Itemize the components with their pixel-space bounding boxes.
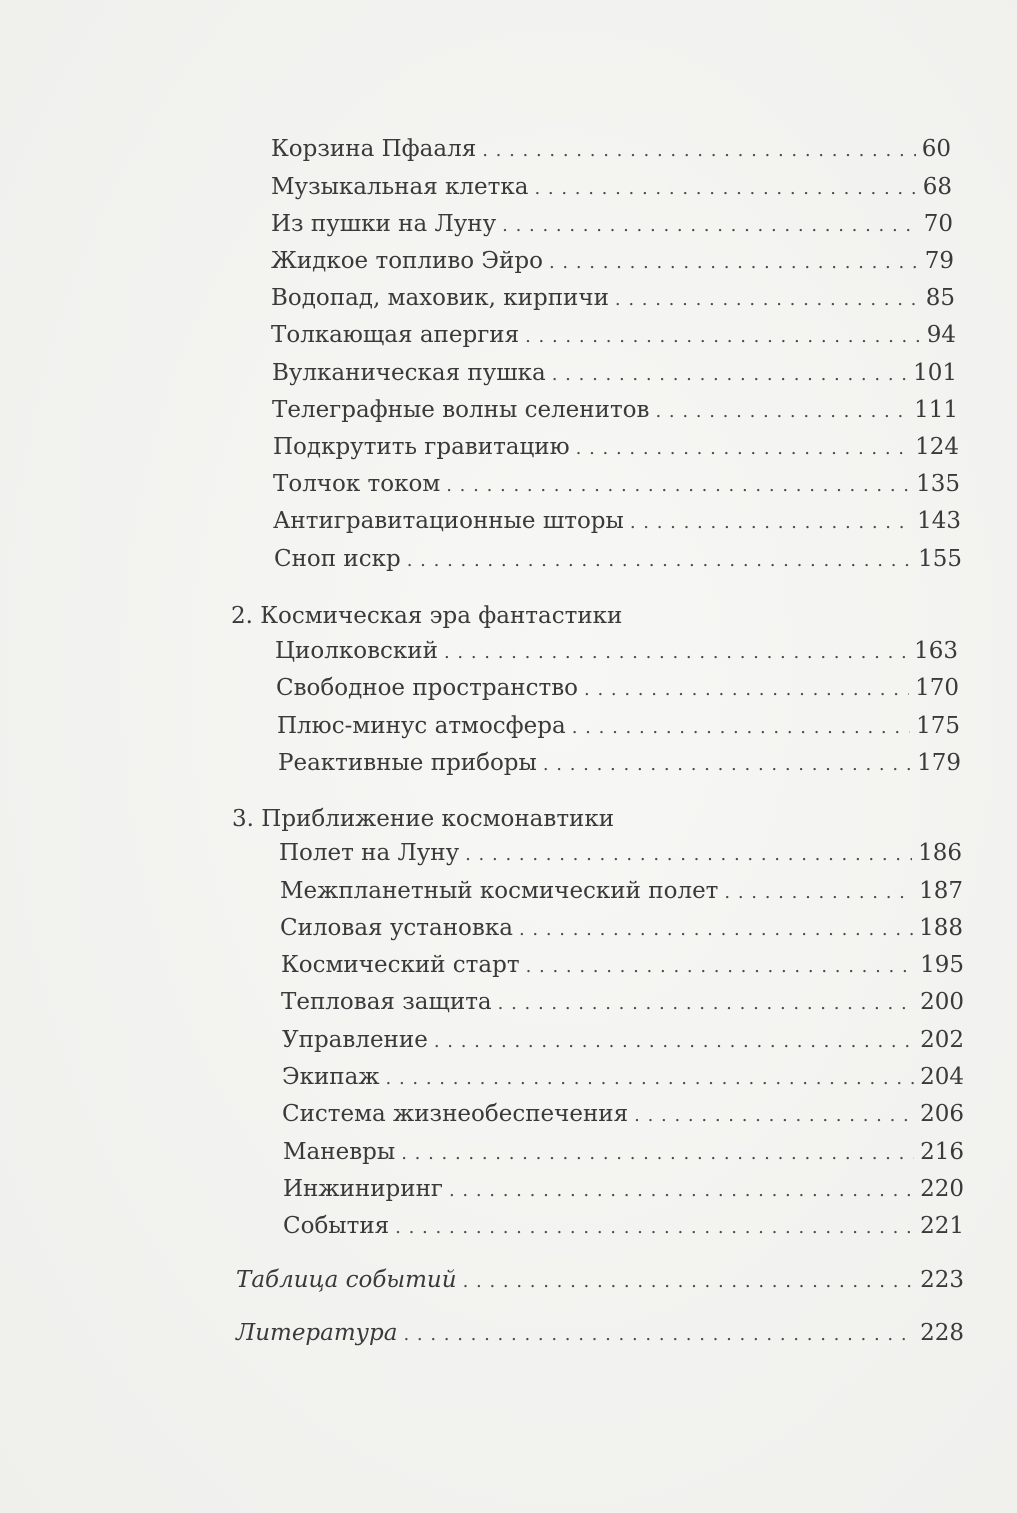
toc-entry-title: Циолковский — [275, 638, 438, 664]
toc-entry-page: 101 — [913, 360, 957, 386]
dot-leader — [519, 915, 913, 945]
toc-entry-title: Толкающая апергия — [271, 322, 520, 348]
toc-entry — [274, 544, 962, 574]
toc-entry — [282, 1062, 964, 1092]
toc-entry — [283, 1211, 964, 1241]
toc-entry-title: Жидкое топливо Эйро — [271, 248, 543, 274]
toc-entry-title: Система жизнеобеспечения — [282, 1101, 629, 1127]
toc-entry-page: 111 — [914, 397, 958, 423]
toc-entry — [280, 913, 963, 943]
section-heading: 3. Приближение космонавтики — [232, 806, 615, 832]
toc-entry — [271, 209, 953, 239]
toc-entry-page: 221 — [920, 1213, 964, 1239]
toc-entry-page: 186 — [918, 840, 962, 866]
toc-entry-title: Вулканическая пушка — [272, 360, 546, 386]
toc-entry-title: Экипаж — [282, 1064, 380, 1090]
toc-entry — [273, 432, 959, 462]
toc-entry-title: Антигравитационные шторы — [273, 508, 624, 534]
toc-entry-page: 200 — [920, 989, 964, 1015]
toc-entry-page: 220 — [920, 1176, 964, 1202]
toc-entry-page: 79 — [924, 248, 954, 274]
dot-leader — [630, 508, 911, 538]
toc-entry-title: Свободное пространство — [276, 675, 579, 701]
toc-entry-title: Управление — [282, 1027, 428, 1053]
dot-leader — [724, 878, 913, 908]
toc-entry-page: 204 — [920, 1064, 964, 1090]
toc-entry-page: 85 — [925, 285, 955, 311]
toc-entry-title: Плюс-минус атмосфера — [277, 713, 566, 739]
toc-entry-page: 187 — [919, 878, 963, 904]
dot-leader — [655, 397, 908, 427]
toc-entry — [272, 358, 957, 388]
toc-entry — [282, 1099, 964, 1129]
toc-entry-title: Таблица событий — [236, 1267, 457, 1293]
dot-leader — [444, 638, 908, 668]
section-heading: 2. Космическая эра фантастики — [231, 603, 623, 629]
toc-entry-title: Подкрутить гравитацию — [273, 434, 570, 460]
dot-leader — [403, 1320, 914, 1350]
dot-leader — [584, 675, 909, 705]
toc-entry-page: 206 — [920, 1101, 964, 1127]
dot-leader — [634, 1101, 914, 1131]
toc-entry — [281, 987, 964, 1017]
toc-entry-title: Сноп искр — [274, 546, 401, 572]
toc-entry-title: События — [283, 1213, 390, 1239]
dot-leader — [407, 546, 912, 576]
dot-leader — [498, 989, 914, 1019]
dot-leader — [482, 136, 916, 166]
toc-entry-title: Межпланетный космический полет — [280, 878, 719, 904]
toc-entry-back-matter — [236, 1318, 964, 1348]
dot-leader — [449, 1176, 914, 1206]
toc-entry-title: Литература — [236, 1320, 398, 1346]
dot-leader — [463, 1267, 915, 1297]
toc-entry-title: Тепловая защита — [281, 989, 492, 1015]
toc-entry-page: 216 — [920, 1139, 964, 1165]
toc-entry — [283, 1137, 964, 1167]
toc-entry-title: Маневры — [283, 1139, 396, 1165]
toc-entry-page: 60 — [921, 136, 951, 162]
dot-leader — [386, 1064, 915, 1094]
toc-entry-page: 135 — [916, 471, 960, 497]
toc-entry-page: 202 — [920, 1027, 964, 1053]
toc-entry-page: 143 — [917, 508, 961, 534]
toc-entry-title: Полет на Луну — [279, 840, 460, 866]
toc-entry-title: Из пушки на Луну — [271, 211, 497, 237]
toc-entry-back-matter — [236, 1265, 964, 1295]
toc-entry-title: Космический старт — [281, 952, 520, 978]
toc-entry-title: Музыкальная клетка — [271, 174, 529, 200]
toc-entry-title: Реактивные приборы — [278, 750, 537, 776]
dot-leader — [549, 248, 919, 278]
toc-entry-page: 124 — [915, 434, 959, 460]
toc-entry-page: 195 — [920, 952, 964, 978]
toc-entry — [271, 283, 955, 313]
dot-leader — [465, 840, 912, 870]
toc-entry-title: Водопад, маховик, кирпичи — [271, 285, 609, 311]
toc-entry-page: 188 — [919, 915, 963, 941]
dot-leader — [534, 174, 916, 204]
dot-leader — [543, 750, 911, 780]
toc-entry-page: 163 — [914, 638, 958, 664]
toc-entry — [280, 876, 963, 906]
toc-entry-page: 155 — [918, 546, 962, 572]
toc-entry — [272, 395, 958, 425]
toc-entry-page: 223 — [920, 1267, 964, 1293]
dot-leader — [525, 322, 921, 352]
toc-entry — [271, 320, 956, 350]
toc-entry-page: 170 — [915, 675, 959, 701]
toc-entry-title: Толчок током — [273, 471, 441, 497]
dot-leader — [572, 713, 910, 743]
dot-leader — [552, 360, 907, 390]
toc-entry-page: 94 — [926, 322, 956, 348]
toc-entry — [271, 172, 952, 202]
toc-entry — [282, 1025, 964, 1055]
dot-leader — [395, 1213, 914, 1243]
toc-entry — [278, 748, 961, 778]
toc-entry — [275, 636, 958, 666]
dot-leader — [526, 952, 915, 982]
toc-entry — [276, 673, 959, 703]
toc-entry-page: 179 — [917, 750, 961, 776]
toc-entry — [273, 506, 961, 536]
toc-entry — [281, 950, 964, 980]
toc-entry — [283, 1174, 964, 1204]
toc-entry-title: Инжиниринг — [283, 1176, 443, 1202]
dot-leader — [434, 1027, 914, 1057]
dot-leader — [502, 211, 918, 241]
toc-entry — [273, 469, 960, 499]
toc-entry — [271, 246, 954, 276]
toc-entry-page: 70 — [923, 211, 953, 237]
toc-entry-title: Силовая установка — [280, 915, 513, 941]
toc-entry-page: 68 — [922, 174, 952, 200]
toc-entry — [277, 711, 960, 741]
toc-entry — [279, 838, 962, 868]
dot-leader — [576, 434, 909, 464]
dot-leader — [446, 471, 910, 501]
toc-entry — [271, 134, 951, 164]
toc-entry-page: 228 — [920, 1320, 964, 1346]
toc-entry-title: Телеграфные волны селенитов — [272, 397, 650, 423]
toc-entry-title: Корзина Пфааля — [271, 136, 477, 162]
dot-leader — [615, 285, 920, 315]
dot-leader — [401, 1139, 914, 1169]
toc-entry-page: 175 — [916, 713, 960, 739]
